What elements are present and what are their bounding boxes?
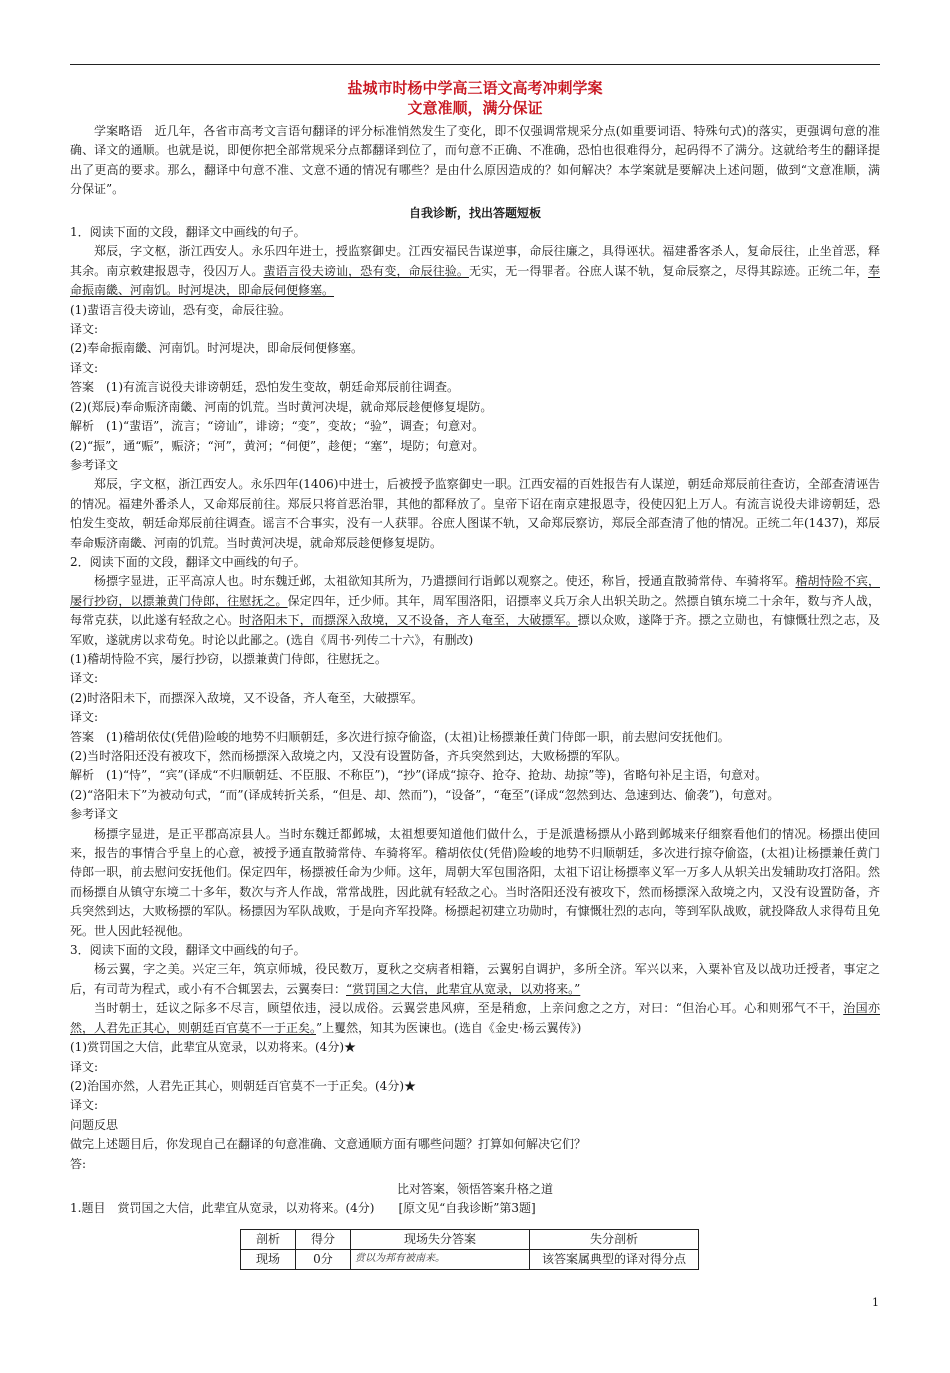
q2-reference-label: 参考译文 [70,807,119,822]
q1-reference-label: 参考译文 [70,457,119,472]
q3-prompt: 3．阅读下面的文段，翻译文中画线的句子。 [70,943,306,958]
q2-analysis-1: 解析 (1)“恃”，“宾”(译成“不归顺朝廷、不臣服、不称臣”)，“抄”(译成“掠夺、抢夺、抢劫、劫掠”等)，省略句补足主语，句意对。 [70,768,768,783]
q3-translation-label-1: 译文: [70,1059,99,1074]
reflection-answer-label: 答: [70,1156,87,1171]
q3-translation-label-2: 译文: [70,1098,99,1113]
q2-sentence-1: (1)稽胡恃险不宾，屡行抄窃，以摽兼黄门侍郎，往慰抚之。 [70,651,388,666]
reflection-text: 做完上述题目后，你发现自己在翻译的句意准确、文意通顺方面有哪些问题？打算如何解决它们？ [70,1137,587,1152]
q1-passage: 郑辰，字文枢，浙江西安人。永乐四年进士，授监察御史。江西安福民告谋逆事，命辰往廉之，具得诬状。福建番客杀人，复命辰往，止坐首恶，释其余。南京敕建报恩寺，役囚万人。蜚语言役夫谤讪，恐有变，命辰往验。无实，无一得罪者。谷庶人谋不轨，复命辰察之，尽得其踪迹。正统二年，奉命振南畿、河南饥。时河堤决，即命辰伺便修塞。 [70,244,880,298]
page-subtitle: 文意准顺，满分保证 [407,99,543,117]
document-page [70,64,880,1270]
table-cell: 0分 [296,1249,351,1269]
analysis-table [240,1229,699,1270]
q1-translation-label-2: 译文: [70,360,99,375]
q3-sentence-2: (2)治国亦然，人君先正其心，则朝廷百官莫不一于正矣。(4分)★ [70,1078,416,1093]
item-1-title: 1.题目 赏罚国之大信，此辈宜从宽录，以劝将来。(4分) [原文见“自我诊断”第3题] [70,1201,536,1216]
page-number: 1 [872,1296,879,1309]
q1-sentence-1: (1)蜚语言役夫谤讪，恐有变，命辰往验。 [70,302,291,317]
q1-underlined-2: 奉命振南畿、河南饥。时河堤决，即命辰伺便修塞。 [70,263,880,298]
q2-translation-label-2: 译文: [70,710,99,725]
section-title-compare: 比对答案，领悟答案升格之道 [396,1181,553,1196]
q1-reference-translation: 郑辰，字文枢，浙江西安人。永乐四年(1406)中进士，后被授予监察御史一职。江西安福的百姓报告有人谋逆，朝廷命郑辰前往查访，全部查清诬告的情况。福建外番杀人，又命郑辰前往。郑辰只将首恶治罪，其他的都释放了。皇帝下诏在南京建报恩寺，役使囚犯上万人。有流言说役夫诽谤朝廷，恐怕发生变故，朝廷命郑辰前往调查。谣言不合事实，没有一人获罪。谷庶人图谋不轨，又命郑辰察访，郑辰全部查清了他的情况。正统二年(1437)，郑辰奉命赈济南畿、河南的饥荒。当时黄河决堤，就命郑辰趁便修复堤防。 [70,477,880,550]
q1-prompt: 1．阅读下面的文段，翻译文中画线的句子。 [70,225,306,240]
q1-answer-1: 答案 (1)有流言说役夫诽谤朝廷，恐怕发生变故，朝廷命郑辰前往调查。 [70,380,460,395]
table-cell: 现场 [241,1249,296,1269]
section-title-diagnosis: 自我诊断，找出答题短板 [408,205,541,220]
table-header-cell: 现场失分答案 [351,1229,530,1249]
table-row [241,1249,699,1269]
table-header-cell: 失分剖析 [530,1229,699,1249]
q1-analysis-1: 解析 (1)“蜚语”，流言；“谤讪”，诽谤；“变”，变故；“验”，调查；句意对。 [70,419,485,434]
page-title: 盐城市时杨中学高三语文高考冲刺学案 [347,79,603,97]
q2-prompt: 2．阅读下面的文段，翻译文中画线的句子。 [70,554,306,569]
q3-passage-2: 当时朝士，廷议之际多不尽言，顾望依违，浸以成俗。云翼尝患风痹，至是稍愈，上亲问愈之之方，对曰：“但治心耳。心和则邪气不干，治国亦然，人君先正其心，则朝廷百官莫不一于正矣。”上矍然，知其为医谏也。(选自《金史·杨云翼传》) [70,1001,880,1035]
q2-underlined-2: 时洛阳未下，而摽深入敌境，又不设备，齐人奄至，大破摽军。 [239,613,578,628]
table-header-row [241,1229,699,1249]
q2-translation-label-1: 译文: [70,671,99,686]
reflection-label: 问题反思 [70,1117,119,1132]
handwritten-answer: 赏以为邦有被南来。 [351,1249,530,1269]
intro-paragraph: 学案略语 近几年，各省市高考文言语句翻译的评分标准悄然发生了变化，即不仅强调常规采分点(如重要词语、特殊句式)的落实，更强调句意的准确、译文的通顺。也就是说，即便你把全部常规采分点都翻译到位了，而句意不正确、不准确，恐怕也很难得分，起码得不了满分。这就给考生的翻译提出了更高的要求。那么，翻译中句意不准、文意不通的情况有哪些？是由什么原因造成的？如何解决？本学案就是要解决上述问题，做到“文意准顺，满分保证”。 [70,124,880,197]
table-header-cell: 剖析 [241,1229,296,1249]
table-header-cell: 得分 [296,1229,351,1249]
q1-sentence-2: (2)奉命振南畿、河南饥。时河堤决，即命辰伺便修塞。 [70,341,364,356]
q2-sentence-2: (2)时洛阳未下，而摽深入敌境，又不设备，齐人奄至，大破摽军。 [70,690,424,705]
q2-answer-1: 答案 (1)稽胡依仗(凭借)险峻的地势不归顺朝廷，多次进行掠夺偷盗，(太祖)让杨摽兼任黄门侍郎一职，前去慰问安抚他们。 [70,729,730,744]
q1-translation-label-1: 译文: [70,322,99,337]
q3-underlined-2: 治国亦然，人君先正其心，则朝廷百官莫不一于正矣。 [70,1001,880,1035]
q1-analysis-2: (2)“振”，通“赈”，赈济；“河”，黄河；“伺便”，趁便；“塞”，堤防；句意对。 [70,438,485,453]
q1-answer-2: (2)(郑辰)奉命赈济南畿、河南的饥荒。当时黄河决堤，就命郑辰趁便修复堤防。 [70,399,493,414]
q3-underlined-1: “赏罚国之大信，此辈宜从宽录，以劝将来。” [346,981,581,996]
q3-sentence-1: (1)赏罚国之大信，此辈宜从宽录，以劝将来。(4分)★ [70,1040,356,1055]
q3-passage-1: 杨云翼，字之美。兴定三年，筑京师城，役民数万，夏秋之交病者相籍，云翼躬自调护，多所全济。军兴以来，入粟补官及以战功迁授者，事定之后，有司苛为程式，或小有不合辄罢去，云翼奏曰：“赏罚国之大信，此辈宜从宽录，以劝将来。” [70,962,880,996]
q2-analysis-2: (2)“洛阳未下”为被动句式，“而”(译成转折关系，“但是、却、然而”)，“设备”，“奄至”(译成“忽然到达、急速到达、偷袭”)，句意对。 [70,787,780,802]
q1-underlined-1: 蜚语言役夫谤讪，恐有变，命辰往验。 [263,263,469,278]
table-cell: 该答案属典型的译对得分点 [530,1249,699,1269]
q2-underlined-1: 稽胡恃险不宾，屡行抄窃，以摽兼黄门侍郎，往慰抚之。 [70,574,880,608]
q2-answer-2: (2)当时洛阳还没有被攻下，然而杨摽深入敌境之内，又没有设置防备，齐兵突然到达，大败杨摽的军队。 [70,749,628,763]
q2-reference-translation: 杨摽字显进，是正平郡高凉县人。当时东魏迁都邺城，太祖想要知道他们做什么，于是派遣杨摽从小路到邺城来仔细察看他们的情况。杨摽出使回来，报告的事情合乎皇上的心意，被授予通直散骑常侍、车骑将军。稽胡依仗(凭借)险峻的地势不归顺朝廷，多次进行掠夺偷盗，(太祖)让杨摽兼任黄门侍郎一职，前去慰问安抚他们。保定四年，杨摽被任命为少师。这年，周朝大军包围洛阳，太祖下诏让杨摽率义军一万多人从轵关出发辅助攻打洛阳。然而杨摽自从镇守东境二十多年，数次与齐人作战，常常战胜，因此就有轻敌之心。当时洛阳还没有被攻下，然而杨摽深入敌境之内，又没有设置防备，齐兵突然到达，大败杨摽的军队。杨摽因为军队战败，于是向齐军投降。杨摽起初建立功勋时，有慷慨壮烈的志向，等到军队战败，就投降敌人求得苟且免死。世人因此轻视他。 [70,826,880,938]
q2-passage: 杨摽字显进，正平高凉人也。时东魏迁邺，太祖欲知其所为，乃遣摽间行诣邺以观察之。使还，称旨，授通直散骑常侍、车骑将军。稽胡恃险不宾，屡行抄窃，以摽兼黄门侍郎，往慰抚之。保定四年，迁少师。其年，周军围洛阳，诏摽率义兵万余人出轵关助之。然摽自镇东境二十余年，数与齐人战，每常克获，以此遂有轻敌之心。时洛阳未下，而摽深入敌境，又不设备，齐人奄至，大破摽军。摽以众败，遂降于齐。摽之立勋也，有慷慨壮烈之志，及军败，遂就虏以求苟免。时论以此鄙之。(选自《周书·列传二十六》，有删改) [70,574,880,647]
